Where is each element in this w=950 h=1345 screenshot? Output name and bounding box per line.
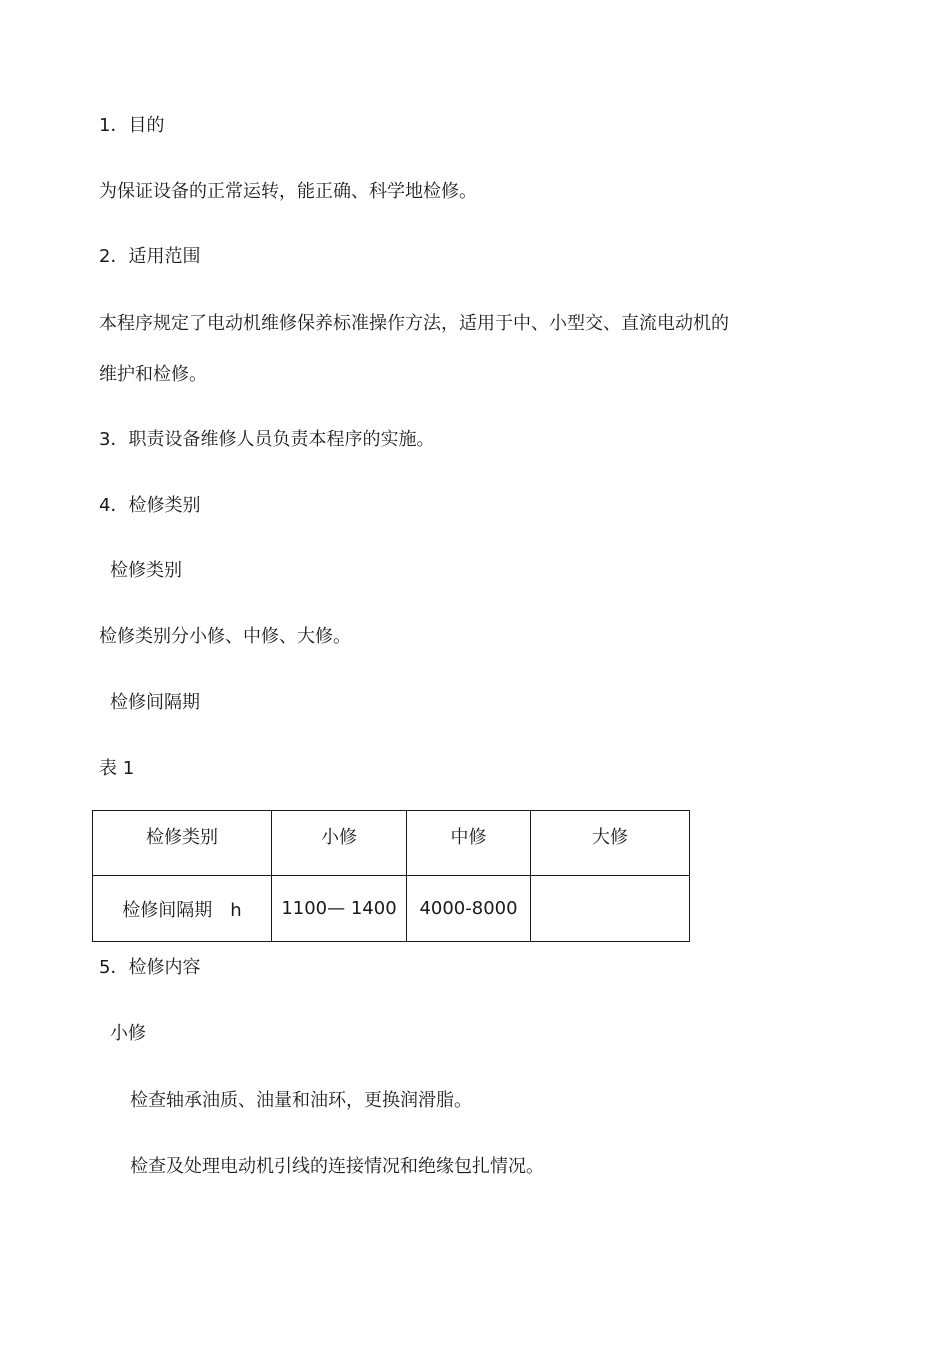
table-row-label: 检修间隔期	[122, 899, 213, 921]
table-cell: 1100— 1400	[272, 876, 407, 942]
section-1-title: 1．目的	[99, 115, 165, 136]
table-header-cell: 检修类别	[93, 811, 272, 876]
table-row	[93, 876, 690, 942]
table-header-cell: 小修	[272, 811, 407, 876]
section-2-body-line-1: 本程序规定了电动机维修保养标准操作方法，适用于中、小型交、直流电动机的	[99, 313, 729, 334]
category-body: 检修类别分小修、中修、大修。	[99, 626, 351, 647]
table-row-label-cell	[93, 876, 272, 942]
minor-item-2: 检查及处理电动机引线的连接情况和绝缘包扎情况。	[130, 1156, 544, 1177]
section-4-title: 4．检修类别	[99, 495, 201, 516]
table-row-unit: h	[230, 899, 242, 921]
table-caption: 表 1	[99, 758, 135, 779]
subheading-minor: 小修	[110, 1023, 146, 1044]
table-cell: 4000-8000	[407, 876, 531, 942]
minor-item-1: 检查轴承油质、油量和油环，更换润滑脂。	[130, 1090, 472, 1111]
subheading-category: 检修类别	[110, 560, 182, 581]
section-2-title: 2．适用范围	[99, 246, 201, 267]
interval-table	[92, 810, 690, 942]
table-header-cell: 大修	[531, 811, 690, 876]
subheading-interval: 检修间隔期	[110, 692, 200, 713]
section-3: 3．职责设备维修人员负责本程序的实施。	[99, 429, 435, 450]
section-5-title: 5．检修内容	[99, 957, 201, 978]
section-2-body-line-2: 维护和检修。	[99, 364, 207, 385]
table-header-cell: 中修	[407, 811, 531, 876]
section-1-body: 为保证设备的正常运转，能正确、科学地检修。	[99, 181, 477, 202]
table-header-row	[93, 811, 690, 876]
table-cell	[531, 876, 690, 942]
